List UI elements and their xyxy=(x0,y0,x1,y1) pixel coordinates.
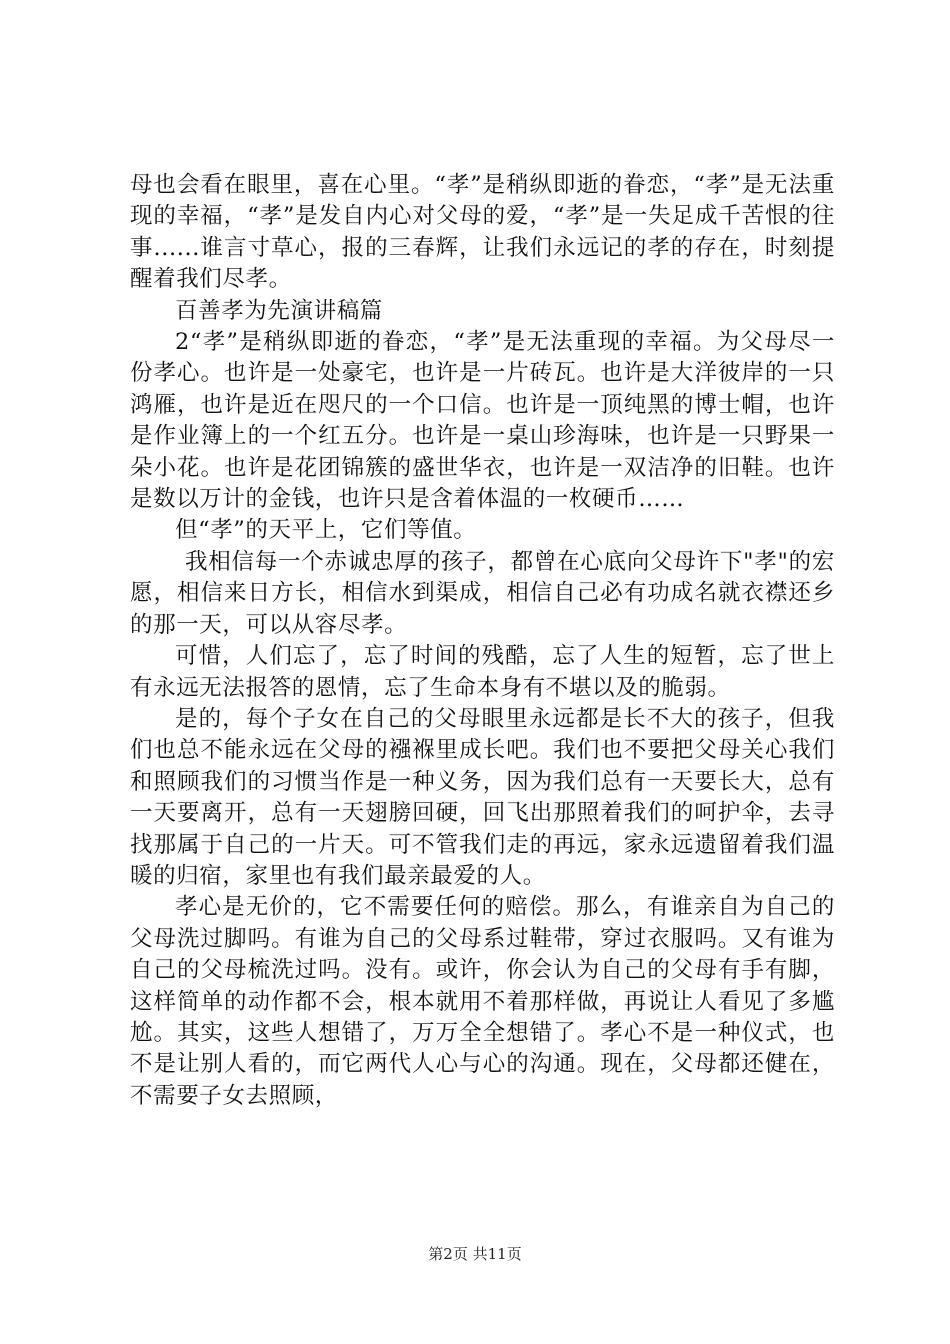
paragraph: 是的，每个子女在自己的父母眼里永远都是长不大的孩子，但我们也总不能永远在父母的襁褓里成长吧。我们也不要把父母关心我们和照顾我们的习惯当作是一种义务，因为我们总有一天要长大，总有一天要离开，总有一天翅膀回硬，回飞出那照着我们的呵护伞，去寻找那属于自己的一片天。可不管我们走的再远，家永远遗留着我们温暖的归宿，家里也有我们最亲最爱的人。 xyxy=(130,705,835,889)
page-number-footer: 第2页 共11页 xyxy=(428,1245,522,1263)
paragraph: 孝心是无价的，它不需要任何的赔偿。那么，有谁亲自为自己的父母洗过脚吗。有谁为自己的父母系过鞋带，穿过衣服吗。又有谁为自己的父母梳洗过吗。没有。或许，你会认为自己的父母有手有脚，这样简单的动作都不会，根本就用不着那样做，再说让人看见了多尴尬。其实，这些人想错了，万万全全想错了。孝心不是一种仪式，也不是让别人看的，而它两代人心与心的沟通。现在，父母都还健在，不需要子女去照顾， xyxy=(130,894,835,1109)
paragraph-continued: 母也会看在眼里，喜在心里。“孝”是稍纵即逝的眷恋，“孝”是无法重现的幸福，“孝”是发自内心对父母的爱，“孝”是一失足成千苦恨的往事......谁言寸草心，报的三春辉，让我们永远记的孝的存在，时刻提醒着我们尽孝。 xyxy=(130,172,835,293)
paragraph: 2“孝”是稍纵即逝的眷恋，“孝”是无法重现的幸福。为父母尽一份孝心。也许是一处豪宅，也许是一片砖瓦。也许是大洋彼岸的一只鸿雁，也许是近在咫尺的一个口信。也许是一顶纯黑的博士帽，也许是作业簿上的一个红五分。也许是一桌山珍海味，也许是一只野果一朵小花。也许是花团锦簇的盛世华衣，也许是一双洁净的旧鞋。也许是数以万计的金钱，也许只是含着体温的一枚硬币…… xyxy=(130,329,835,513)
paragraph: 但“孝”的天平上，它们等值。 xyxy=(175,517,477,544)
document-body xyxy=(130,170,835,1112)
paragraph: 可惜，人们忘了，忘了时间的残酷，忘了人生的短暂，忘了世上有永远无法报答的恩情，忘了生命本身有不堪以及的脆弱。 xyxy=(130,643,835,701)
paragraph: 我相信每一个赤诚忠厚的孩子，都曾在心底向父母许下"孝"的宏愿，相信来日方长，相信水到渠成，相信自己必有功成名就衣襟还乡的那一天，可以从容尽孝。 xyxy=(130,548,835,638)
section-heading: 百善孝为先演讲稿篇 xyxy=(175,297,383,324)
